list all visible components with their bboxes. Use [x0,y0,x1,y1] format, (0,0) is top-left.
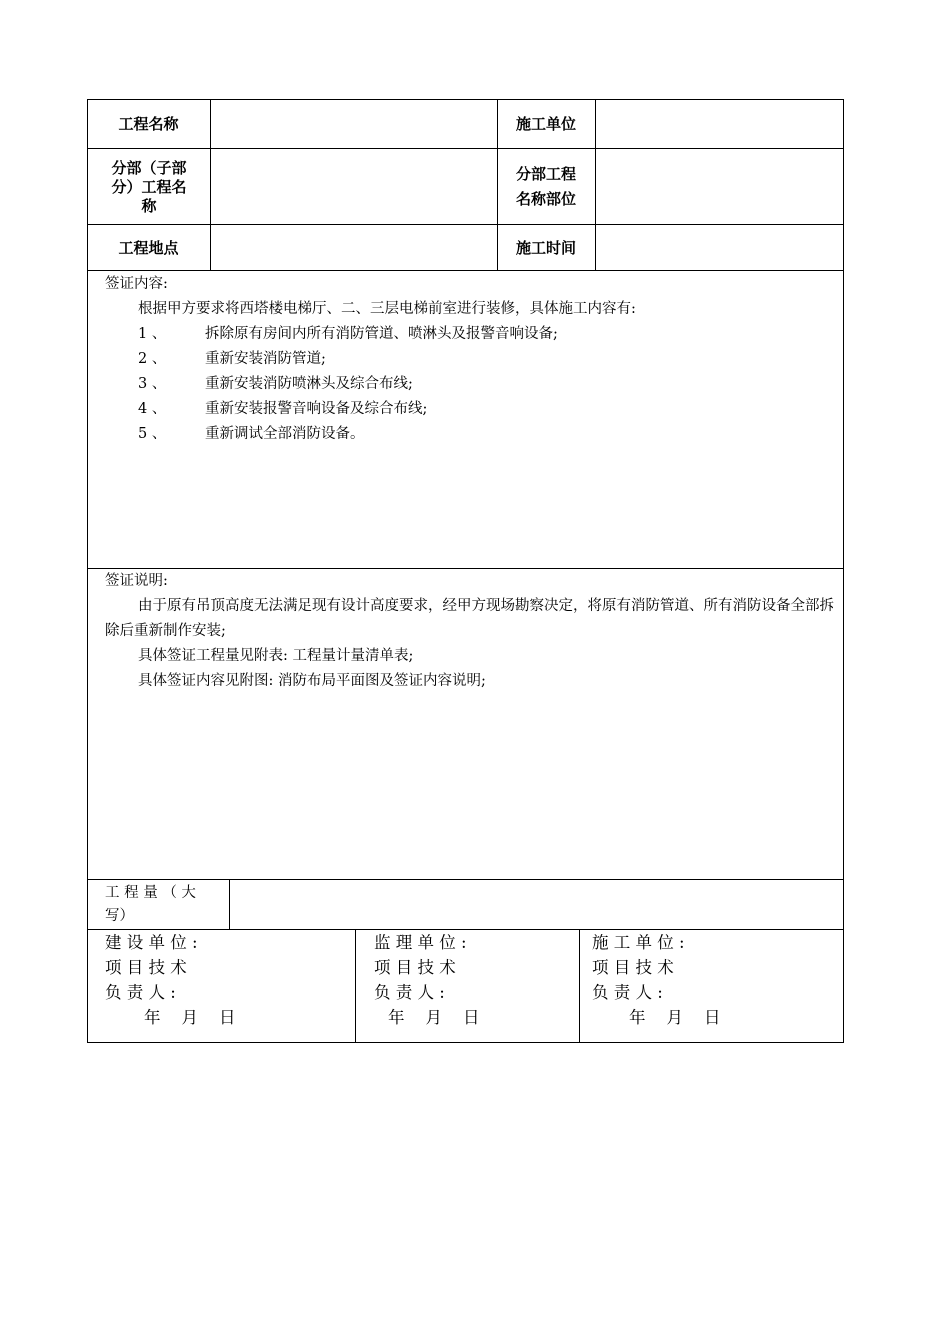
col-divider [355,929,356,1043]
content-item-num: 5 、 [138,426,167,442]
sub-project-part-field[interactable] [596,149,842,223]
explanation-title: 签证说明: [105,573,168,589]
content-intro: 根据甲方要求将西塔楼电梯厅、二、三层电梯前室进行装修，具体施工内容有: [138,301,636,317]
construction-time-field[interactable] [596,226,842,269]
content-item-num: 4 、 [138,401,167,417]
quantity-label-line1: 工 程 量 （ 大 [105,885,196,901]
quantity-field[interactable] [230,880,842,928]
owner-person-label: 负 责 人 : [105,983,176,1002]
content-item-text: 重新安装消防管道; [205,351,326,367]
builder-unit-label: 施 工 单 位 : [592,933,685,952]
content-item-text: 拆除原有房间内所有消防管道、喷淋头及报警音响设备; [205,326,558,342]
sub-project-label: 分部（子部分）工程名称 [111,158,187,215]
owner-date-label: 年 月 日 [144,1008,236,1027]
construction-time-label: 施工时间 [515,238,576,257]
location-field[interactable] [211,226,496,269]
quantity-label-line2: 写） [105,908,134,924]
content-item-num: 3 、 [138,376,167,392]
supervisor-unit-label: 监 理 单 位 : [374,933,467,952]
content-item-text: 重新安装消防喷淋头及综合布线; [205,376,413,392]
col-divider [579,929,580,1043]
sub-project-part-label-line2: 名称部位 [515,190,576,208]
content-title: 签证内容: [105,276,168,292]
owner-tech-label: 项 目 技 术 [105,958,187,977]
sub-project-part-label-line1: 分部工程 [515,165,576,183]
project-name-label: 工程名称 [118,114,179,133]
content-item-num: 2 、 [138,351,167,367]
builder-tech-label: 项 目 技 术 [592,958,674,977]
content-item-text: 重新调试全部消防设备。 [205,426,365,442]
supervisor-person-label: 负 责 人 : [374,983,445,1002]
sub-project-field[interactable] [211,149,496,223]
supervisor-tech-label: 项 目 技 术 [374,958,456,977]
content-item-text: 重新安装报警音响设备及综合布线; [205,401,428,417]
row-divider [87,568,844,569]
explanation-line2: 具体签证工程量见附表: 工程量计量清单表; [138,648,414,664]
explanation-line3: 具体签证内容见附图: 消防布局平面图及签证内容说明; [138,673,486,689]
location-label: 工程地点 [118,238,179,257]
sub-project-part-label [497,149,595,225]
project-name-field[interactable] [211,100,496,147]
contractor-field[interactable] [596,100,842,147]
supervisor-date-label: 年 月 日 [388,1008,480,1027]
owner-unit-label: 建 设 单 位 : [105,933,198,952]
explanation-para1: 由于原有吊顶高度无法满足现有设计高度要求，经甲方现场勘察决定，将原有消防管道、所有消防设备全部拆除后重新制作安装; [105,598,834,639]
contractor-label: 施工单位 [515,114,576,133]
builder-person-label: 负 责 人 : [592,983,663,1002]
content-item-num: 1 、 [138,326,167,342]
builder-date-label: 年 月 日 [629,1008,721,1027]
